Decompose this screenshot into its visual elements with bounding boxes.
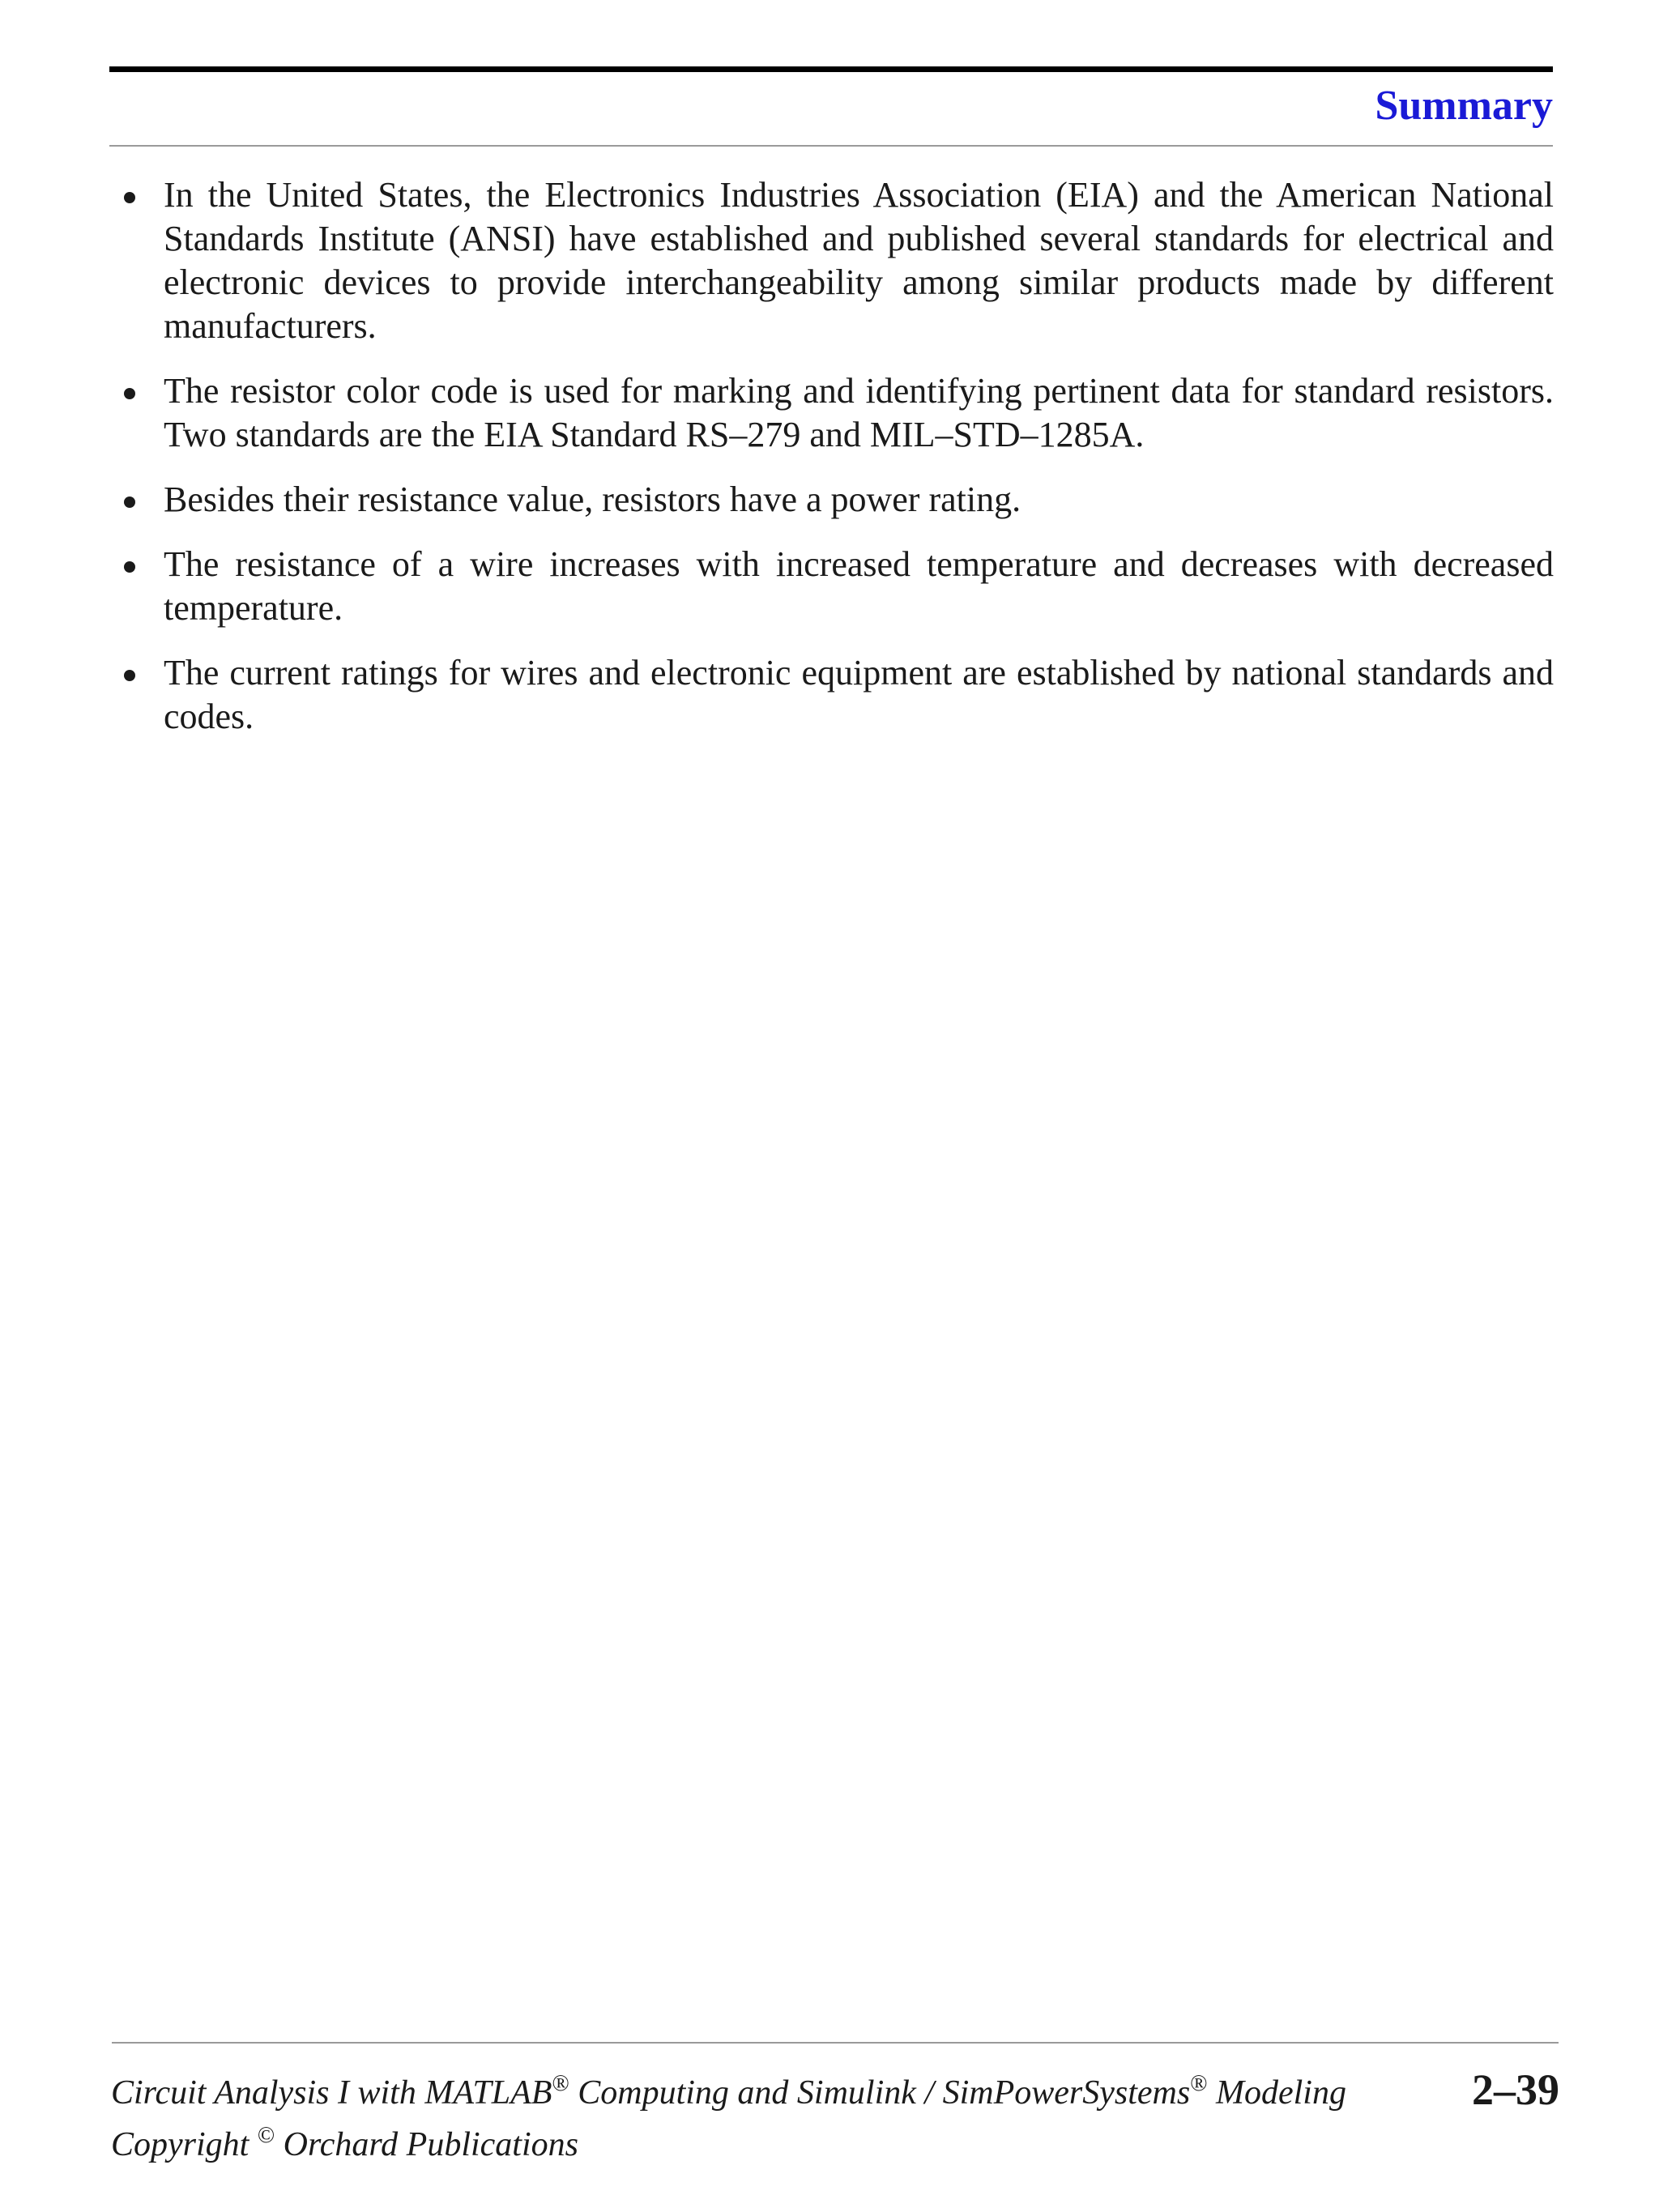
- bullet-dot-icon: [124, 561, 135, 573]
- bullet-text: The resistance of a wire increases with increased temperature and decreases with decreased temperature.: [164, 544, 1554, 628]
- copyright-mark: ©: [257, 2123, 275, 2148]
- book-title-part3: Modeling: [1207, 2074, 1346, 2112]
- top-rule: [109, 66, 1553, 72]
- registered-mark: ®: [552, 2071, 569, 2096]
- footer-book-title: [111, 2070, 1346, 2116]
- bullet-dot-icon: [124, 388, 135, 399]
- bullet-item: [122, 478, 1554, 522]
- title-rule: [109, 145, 1553, 147]
- bullet-text: The current ratings for wires and electronic equipment are established by national standards and codes.: [164, 653, 1554, 736]
- summary-bullet-list: [122, 173, 1554, 760]
- registered-mark: ®: [1190, 2071, 1208, 2096]
- footer-copyright: [111, 2122, 578, 2167]
- publisher-name: Orchard Publications: [283, 2126, 578, 2163]
- bullet-item: [122, 651, 1554, 739]
- bullet-item: [122, 173, 1554, 348]
- bullet-item: [122, 543, 1554, 630]
- bullet-item: [122, 369, 1554, 457]
- copyright-label: Copyright: [111, 2126, 249, 2163]
- bullet-text: In the United States, the Electronics Industries Association (EIA) and the American National Standards Institute (ANSI) have established and published several standards for electrical and electronic devices to provide interchangeability among similar products made by different manufacturers.: [164, 175, 1554, 346]
- book-title-part1: Circuit Analysis I with MATLAB: [111, 2074, 552, 2112]
- page-number: 2–39: [1472, 2065, 1559, 2114]
- bullet-dot-icon: [124, 192, 135, 203]
- book-title-part2: Computing and Simulink / SimPowerSystems: [569, 2074, 1191, 2112]
- bullet-dot-icon: [124, 670, 135, 681]
- section-title: Summary: [1375, 83, 1553, 129]
- bullet-text: Besides their resistance value, resistors have a power rating.: [164, 479, 1021, 519]
- footer-rule: [112, 2042, 1559, 2044]
- bullet-text: The resistor color code is used for marking and identifying pertinent data for standard resistors. Two standards are the EIA Standard RS–279 and MIL–STD–1285A.: [164, 371, 1554, 454]
- bullet-dot-icon: [124, 497, 135, 508]
